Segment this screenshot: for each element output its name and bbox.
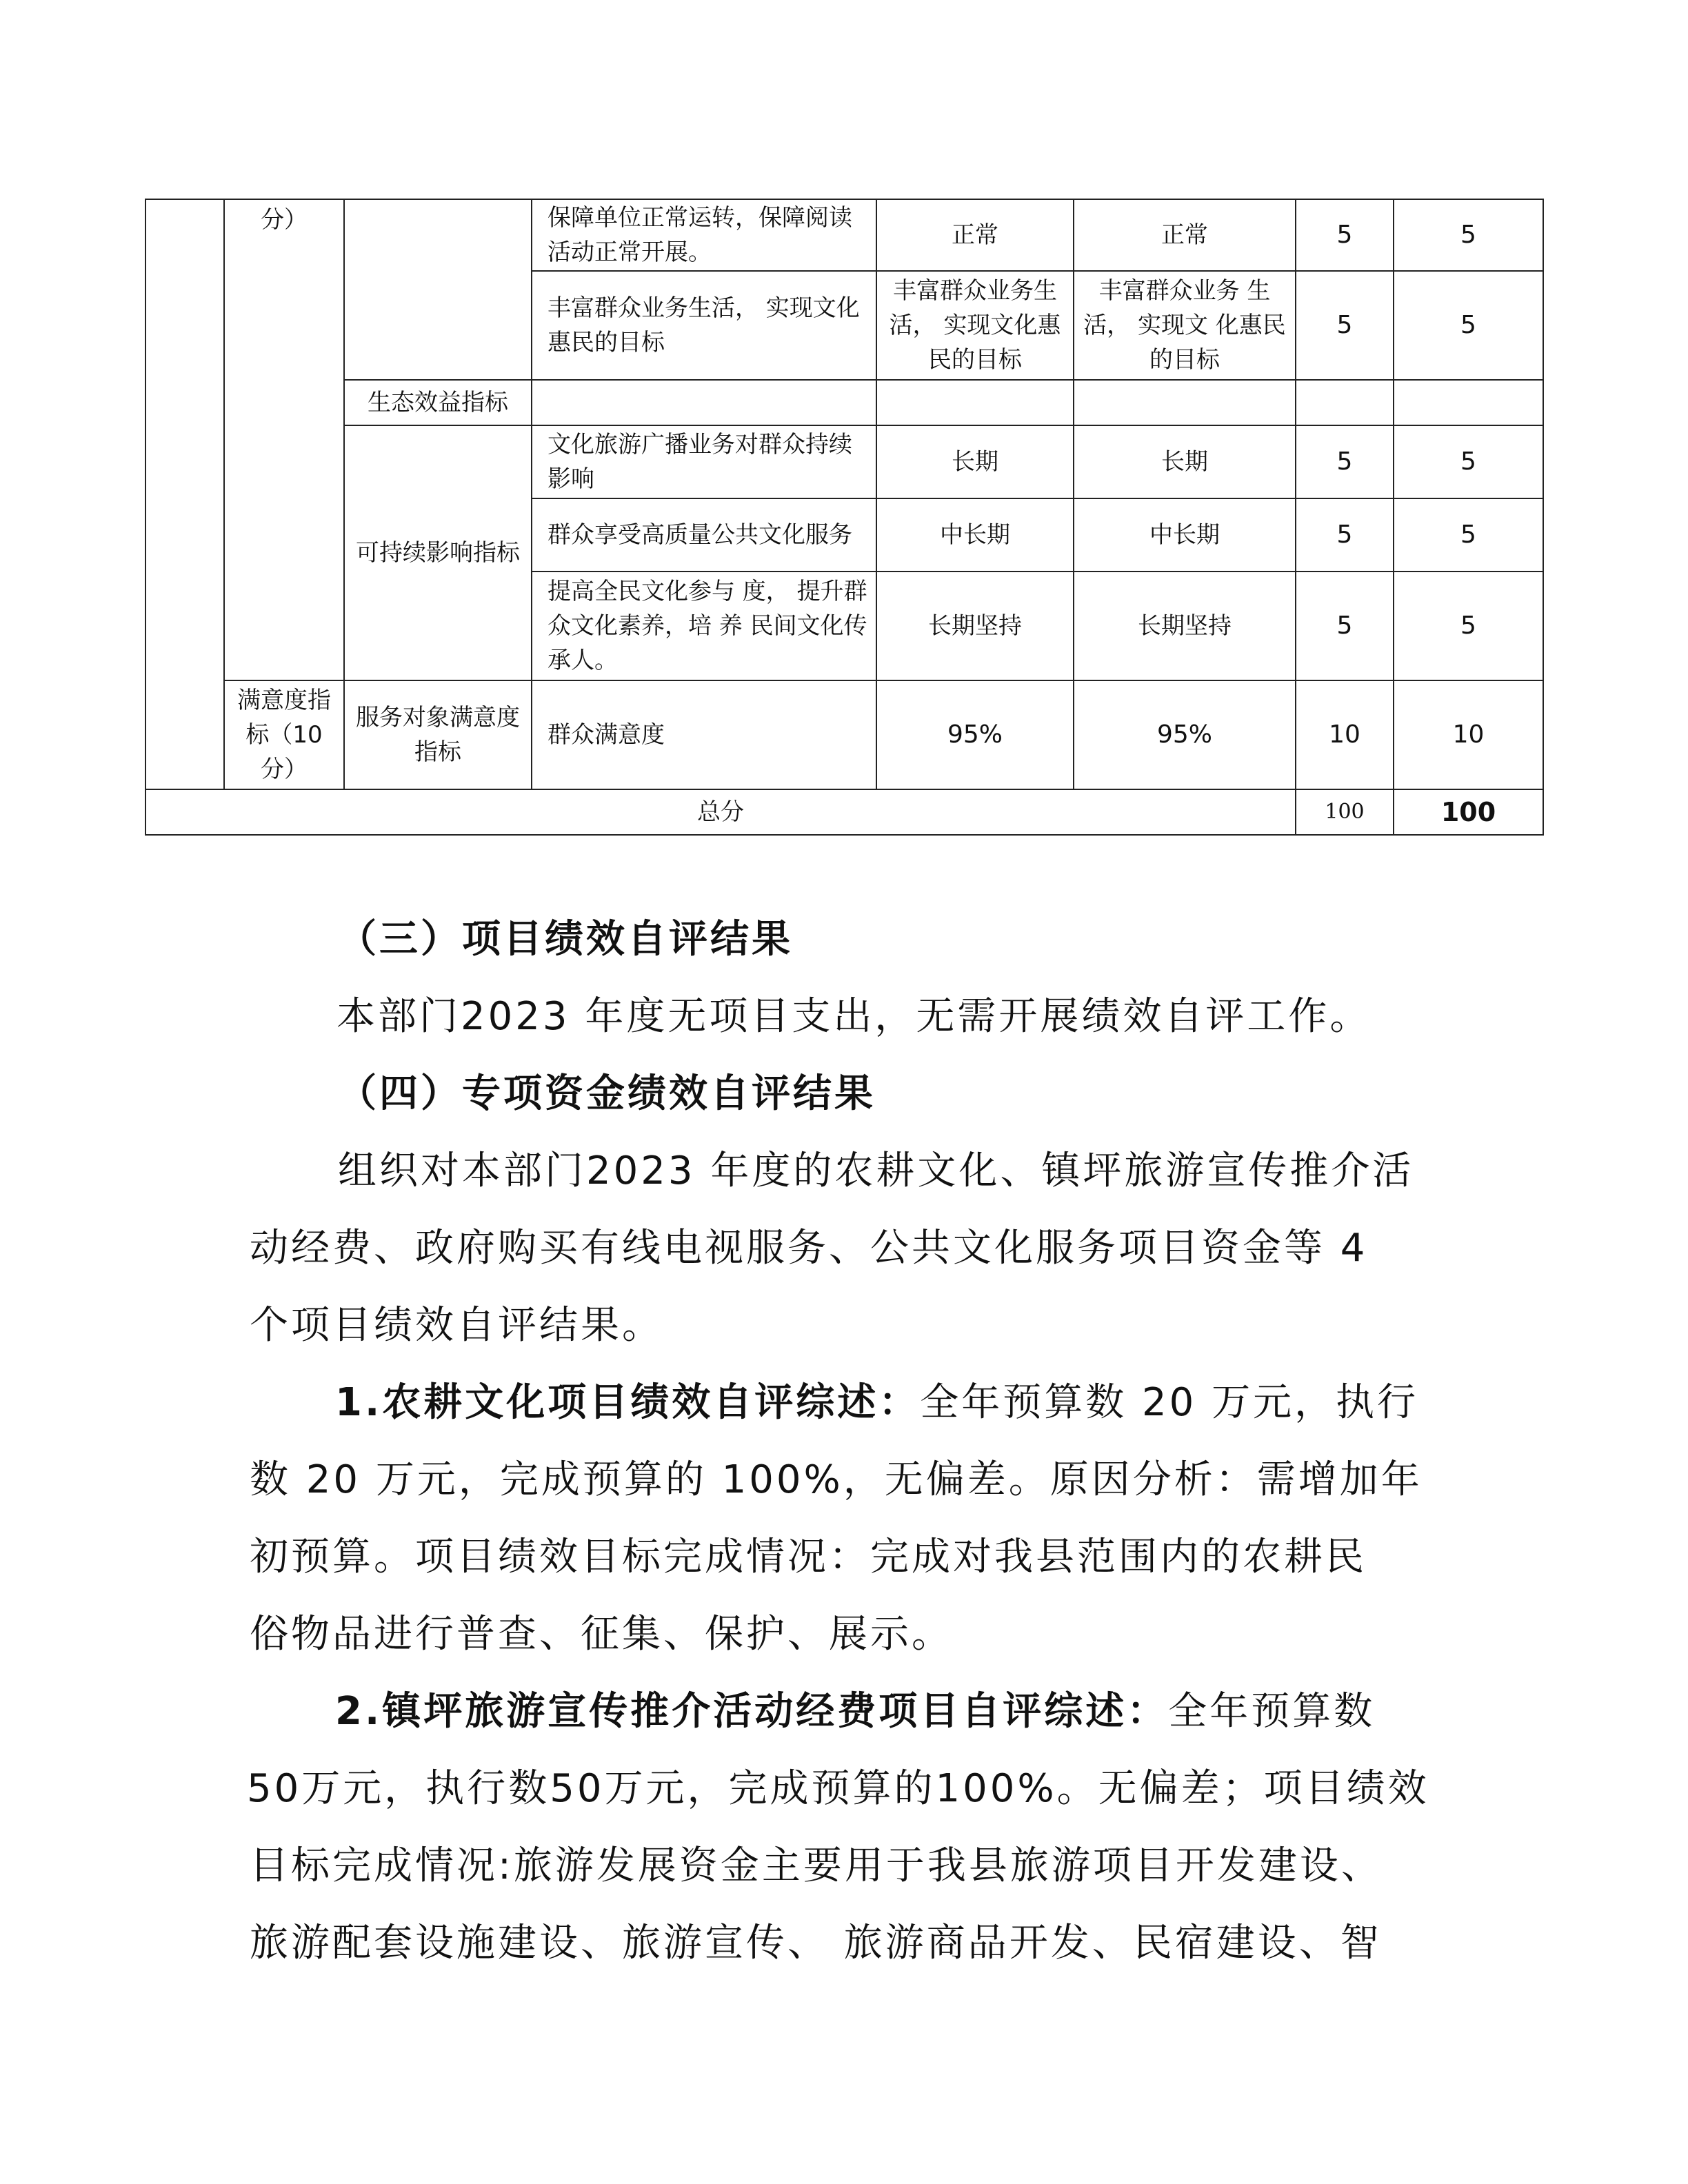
section3-body: 本部门2023 年度无项目支出，无需开展绩效自评工作。 <box>336 994 1372 1039</box>
table-row <box>145 380 1543 425</box>
performance-indicator-table <box>145 199 1544 836</box>
item1-lead: 1.农耕文化项目绩效自评综述： <box>335 1380 921 1425</box>
table-cell-indicator: 文化旅游广播业务对群众持续影响 <box>532 425 876 498</box>
table-cell-blank <box>1074 380 1296 425</box>
section4-intro-line-2: 动经费、政府购买有线电视服务、公共文化服务项目资金等 4 <box>250 1226 1368 1271</box>
total-actual: 100 <box>1394 789 1543 835</box>
table-cell-target: 长期坚持 <box>876 572 1074 680</box>
table-cell-result: 5 <box>1394 425 1543 498</box>
table-cell-target: 正常 <box>876 199 1074 271</box>
item1-line-4: 俗物品进行普查、征集、保护、展示。 <box>250 1612 953 1657</box>
table-cell-actual: 长期坚持 <box>1074 572 1296 680</box>
item2-lead: 2.镇坪旅游宣传推介活动经费项目自评综述： <box>335 1689 1169 1734</box>
table-row <box>145 425 1543 498</box>
table-total-row <box>145 789 1543 835</box>
table-cell-score: 5 <box>1296 572 1394 680</box>
item1-line1-rest: 全年预算数 20 万元，执行 <box>920 1380 1419 1425</box>
table-cell-score: 5 <box>1296 199 1394 271</box>
table-cell-blank <box>344 199 532 380</box>
table-cell-actual: 95% <box>1074 680 1296 789</box>
total-label: 总分 <box>145 789 1296 835</box>
table-cell-subcategory: 可持续影响指标 <box>344 425 532 680</box>
item2-line1-rest: 全年预算数 <box>1168 1689 1376 1734</box>
table-cell-blank <box>876 380 1074 425</box>
table-cell-subcategory: 服务对象满意度指标 <box>344 680 532 789</box>
item1-line-2: 数 20 万元，完成预算的 100%，无偏差。原因分析：需增加年 <box>250 1457 1423 1502</box>
item1-first-line <box>335 1372 1418 1427</box>
table-row <box>145 680 1543 789</box>
table-cell-actual: 中长期 <box>1074 498 1296 572</box>
table-row <box>145 199 1543 271</box>
table-cell-indicator: 保障单位正常运转，保障阅读活动正常开展。 <box>532 199 876 271</box>
table-cell-actual: 正常 <box>1074 199 1296 271</box>
table-cell-blank <box>532 380 876 425</box>
table-cell-result: 5 <box>1394 199 1543 271</box>
table-cell-blank <box>1296 380 1394 425</box>
table-cell-result: 5 <box>1394 271 1543 380</box>
table-cell-actual: 长期 <box>1074 425 1296 498</box>
table-cell-indicator: 群众满意度 <box>532 680 876 789</box>
table-cell-blank <box>1394 380 1543 425</box>
section4-intro-line-3: 个项目绩效自评结果。 <box>250 1303 663 1348</box>
table-cell-actual: 丰富群众业务 生活， 实现文 化惠民的目标 <box>1074 271 1296 380</box>
section3-heading: （三）项目绩效自评结果 <box>338 917 793 962</box>
table-cell-indicator: 群众享受高质量公共文化服务 <box>532 498 876 572</box>
section4-intro-line-1: 组织对本部门2023 年度的农耕文化、镇坪旅游宣传推介活 <box>338 1149 1414 1193</box>
table-cell-result: 5 <box>1394 572 1543 680</box>
table-cell-subcategory: 生态效益指标 <box>344 380 532 425</box>
table-cell-score: 5 <box>1296 498 1394 572</box>
item2-line-3: 目标完成情况:旅游发展资金主要用于我县旅游项目开发建设、 <box>250 1843 1383 1888</box>
table-cell-category: 满意度指标（10分） <box>224 680 344 789</box>
table-cell-target: 丰富群众业务生活， 实现文化惠民的目标 <box>876 271 1074 380</box>
table-cell-target: 95% <box>876 680 1074 789</box>
table-cell-indicator: 丰富群众业务生活， 实现文化惠民的目标 <box>532 271 876 380</box>
table-cell-target: 长期 <box>876 425 1074 498</box>
table-cell-score: 10 <box>1296 680 1394 789</box>
table-cell-category: 分） <box>224 199 344 680</box>
table-cell-blank <box>145 199 224 789</box>
table-cell-target: 中长期 <box>876 498 1074 572</box>
table-cell-result: 10 <box>1394 680 1543 789</box>
item2-first-line <box>335 1681 1375 1736</box>
item2-line-2: 50万元，执行数50万元，完成预算的100%。无偏差；项目绩效 <box>247 1766 1429 1811</box>
total-score: 100 <box>1296 789 1394 835</box>
section4-heading: （四）专项资金绩效自评结果 <box>338 1071 876 1116</box>
item2-line-4: 旅游配套设施建设、旅游宣传、 旅游商品开发、民宿建设、智 <box>250 1921 1382 1965</box>
table-cell-score: 5 <box>1296 425 1394 498</box>
table-cell-score: 5 <box>1296 271 1394 380</box>
item1-line-3: 初预算。项目绩效目标完成情况：完成对我县范围内的农耕民 <box>250 1535 1367 1579</box>
table-cell-indicator: 提高全民文化参与 度， 提升群众文化素养，培 养 民间文化传承人。 <box>532 572 876 680</box>
table-cell-result: 5 <box>1394 498 1543 572</box>
